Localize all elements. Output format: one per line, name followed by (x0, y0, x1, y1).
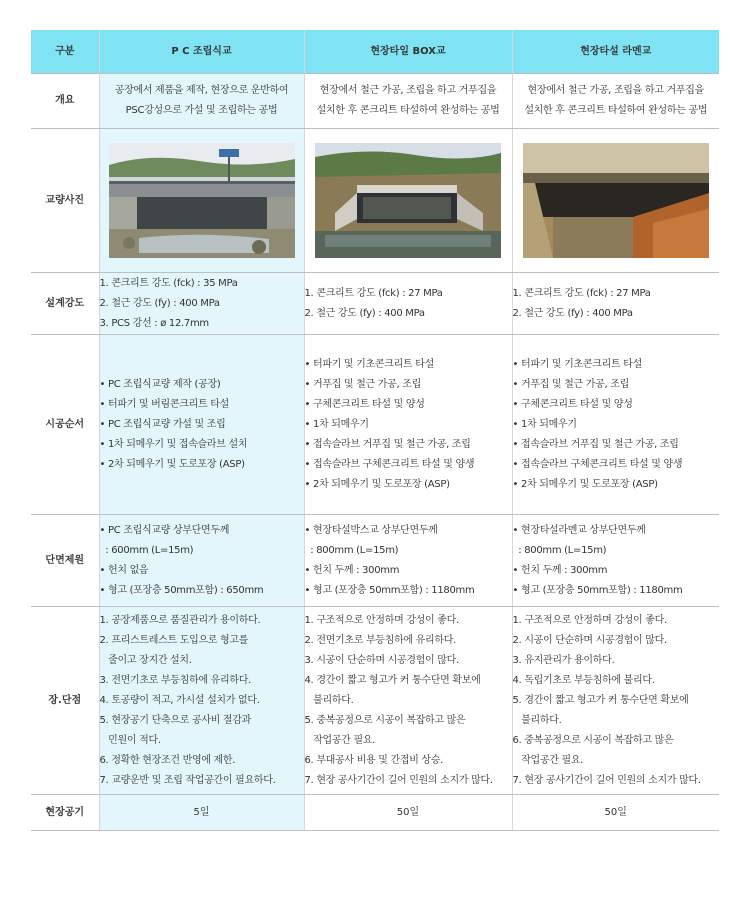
row-label-pros-cons: 장.단점 (31, 607, 99, 795)
photo-box-cell (304, 129, 512, 273)
list-item: • 터파기 및 기초콘크리트 타설 (304, 358, 434, 370)
list-item: 7. 현장 공사기간이 길어 민원의 소지가 많다. (304, 774, 493, 786)
list-item: 5. 중복공정으로 시공이 복잡하고 많은 (304, 714, 466, 726)
sequence-box (304, 335, 512, 515)
list-item: • 구체콘크리트 타설 및 양성 (512, 398, 633, 410)
duration-rahmen: 50일 (512, 795, 719, 831)
list-item: 현장에서 철근 가공, 조립을 하고 거푸집을 (319, 85, 497, 96)
pc-bridge-photo (109, 143, 295, 258)
header-pc-bridge: P C 조립식교 (99, 30, 304, 74)
header-row (31, 30, 719, 74)
row-label-photo: 교량사진 (31, 129, 99, 273)
list-item: • PC 조립식교량 상부단면두께 (99, 524, 230, 536)
rahmen-bridge-photo (523, 143, 709, 258)
list-item: • 접속슬라브 구체콘크리트 타설 및 양생 (512, 458, 683, 470)
row-section (31, 515, 719, 607)
list-item: 5. 경간이 짧고 형고가 커 통수단면 확보에 (512, 694, 689, 706)
row-overview (31, 74, 719, 129)
section-pc (99, 515, 304, 607)
photo-rahmen-cell (512, 129, 719, 273)
list-item: 3. PCS 강선 : ø 12.7mm (99, 317, 209, 329)
list-item: 불리하다. (304, 694, 354, 706)
list-item: 불리하다. (512, 714, 562, 726)
list-item: 2. 철근 강도 (fy) : 400 MPa (304, 307, 425, 319)
list-item: 1. 콘크리트 강도 (fck) : 27 MPa (304, 287, 443, 299)
row-sequence (31, 335, 719, 515)
list-item: : 800mm (L=15m) (512, 544, 607, 556)
list-item: : 800mm (L=15m) (304, 544, 399, 556)
list-item: • 접속슬라브 거푸집 및 철근 가공, 조립 (304, 438, 471, 450)
section-box (304, 515, 512, 607)
section-rahmen (512, 515, 719, 607)
list-item: 1. 콘크리트 강도 (fck) : 27 MPa (512, 287, 651, 299)
list-item: 7. 교량운반 및 조립 작업공간이 필요하다. (99, 774, 276, 786)
list-item: : 600mm (L=15m) (99, 544, 194, 556)
list-item: 1. 콘크리트 강도 (fck) : 35 MPa (99, 277, 238, 289)
list-item: 4. 경간이 짧고 형고가 커 통수단면 확보에 (304, 674, 481, 686)
pros-cons-box (304, 607, 512, 795)
header-box-bridge: 현장타일 BOX교 (304, 30, 512, 74)
list-item: • 헌치 없음 (99, 564, 149, 576)
header-category: 구분 (31, 30, 99, 74)
photo-pc-cell (99, 129, 304, 273)
list-item: 줄이고 장지간 설치. (99, 654, 192, 666)
row-label-section: 단면제원 (31, 515, 99, 607)
list-item: 6. 정확한 현장조건 반영에 제한. (99, 754, 236, 766)
overview-pc (99, 74, 304, 129)
strength-rahmen (512, 273, 719, 335)
list-item: 7. 현장 공사기간이 길어 민원의 소지가 많다. (512, 774, 701, 786)
list-item: • 1차 되메우기 (512, 418, 577, 430)
list-item: 3. 유지관리가 용이하다. (512, 654, 615, 666)
row-pros-cons (31, 607, 719, 795)
list-item: 5. 현장공기 단축으로 공사비 절감과 (99, 714, 251, 726)
list-item: 2. 프리스트레스트 도입으로 형고를 (99, 634, 249, 646)
list-item: • 헌치 두께 : 300mm (304, 564, 400, 576)
comparison-table (31, 30, 719, 831)
list-item: • 현장타설라멘교 상부단면두께 (512, 524, 646, 536)
list-item: • 1차 되메우기 및 접속슬라브 설치 (99, 438, 248, 450)
list-item: 2. 전면기초로 부등침하에 유리하다. (304, 634, 456, 646)
list-item: 1. 구조적으로 안정하며 강성이 좋다. (304, 614, 459, 626)
list-item: • PC 조립식교량 가설 및 조립 (99, 418, 226, 430)
overview-rahmen (512, 74, 719, 129)
box-bridge-photo (315, 143, 501, 258)
list-item: • 2차 되메우기 및 도로포장 (ASP) (99, 458, 245, 470)
duration-pc: 5일 (99, 795, 304, 831)
list-item: 1. 구조적으로 안정하며 강성이 좋다. (512, 614, 667, 626)
pros-cons-pc (99, 607, 304, 795)
list-item: • 접속슬라브 구체콘크리트 타설 및 양생 (304, 458, 475, 470)
list-item: 2. 철근 강도 (fy) : 400 MPa (99, 297, 220, 309)
list-item: • 형고 (포장층 50mm포함) : 1180mm (512, 584, 683, 596)
list-item: • 거푸집 및 철근 가공, 조립 (304, 378, 421, 390)
list-item: • 구체콘크리트 타설 및 양성 (304, 398, 425, 410)
list-item: • 1차 되메우기 (304, 418, 369, 430)
list-item: • PC 조립식교량 제작 (공장) (99, 378, 221, 390)
list-item: 6. 부대공사 비용 및 간접비 상승. (304, 754, 444, 766)
strength-pc (99, 273, 304, 335)
list-item: • 터파기 및 버림콘크리트 타설 (99, 398, 229, 410)
list-item: • 형고 (포장층 50mm포함) : 1180mm (304, 584, 475, 596)
list-item: 설치한 후 콘크리트 타설하여 완성하는 공법 (316, 105, 500, 116)
list-item: 4. 토공량이 적고, 가시설 설치가 없다. (99, 694, 260, 706)
list-item: 1. 공장제품으로 품질관리가 용이하다. (99, 614, 261, 626)
list-item: • 형고 (포장층 50mm포함) : 650mm (99, 584, 264, 596)
header-rahmen-bridge: 현장타설 라멘교 (512, 30, 719, 74)
pros-cons-rahmen (512, 607, 719, 795)
list-item: 2. 철근 강도 (fy) : 400 MPa (512, 307, 633, 319)
overview-box (304, 74, 512, 129)
row-label-strength: 설계강도 (31, 273, 99, 335)
row-photo (31, 129, 719, 273)
list-item: 공장에서 제품을 제작, 현장으로 운반하여 (114, 85, 289, 96)
list-item: • 2차 되메우기 및 도로포장 (ASP) (304, 478, 450, 490)
list-item: 작업공간 필요. (304, 734, 376, 746)
row-strength (31, 273, 719, 335)
list-item: 2. 시공이 단순하며 시공경험이 많다. (512, 634, 667, 646)
list-item: 3. 시공이 단순하며 시공경험이 많다. (304, 654, 459, 666)
list-item: • 2차 되메우기 및 도로포장 (ASP) (512, 478, 658, 490)
strength-box (304, 273, 512, 335)
row-label-overview: 개요 (31, 74, 99, 129)
row-label-sequence: 시공순서 (31, 335, 99, 515)
list-item: 민원이 적다. (99, 734, 161, 746)
row-duration (31, 795, 719, 831)
list-item: 3. 전면기초로 부등침하에 유리하다. (99, 674, 251, 686)
list-item: 현장에서 철근 가공, 조립을 하고 거푸집을 (527, 85, 704, 96)
list-item: • 접속슬라브 거푸집 및 철근 가공, 조립 (512, 438, 679, 450)
list-item: 6. 중복공정으로 시공이 복잡하고 많은 (512, 734, 674, 746)
list-item: 4. 독립기초로 부등침하에 불리다. (512, 674, 655, 686)
list-item: • 현장타설박스교 상부단면두께 (304, 524, 438, 536)
sequence-rahmen (512, 335, 719, 515)
list-item: 설치한 후 콘크리트 타설하여 완성하는 공법 (524, 105, 708, 116)
duration-box: 50일 (304, 795, 512, 831)
list-item: • 터파기 및 기초콘크리트 타설 (512, 358, 642, 370)
list-item: 작업공간 필요. (512, 754, 584, 766)
sequence-pc (99, 335, 304, 515)
list-item: PSC강성으로 가설 및 조립하는 공법 (125, 105, 278, 116)
row-label-duration: 현장공기 (31, 795, 99, 831)
list-item: • 거푸집 및 철근 가공, 조립 (512, 378, 629, 390)
list-item: • 헌치 두께 : 300mm (512, 564, 608, 576)
